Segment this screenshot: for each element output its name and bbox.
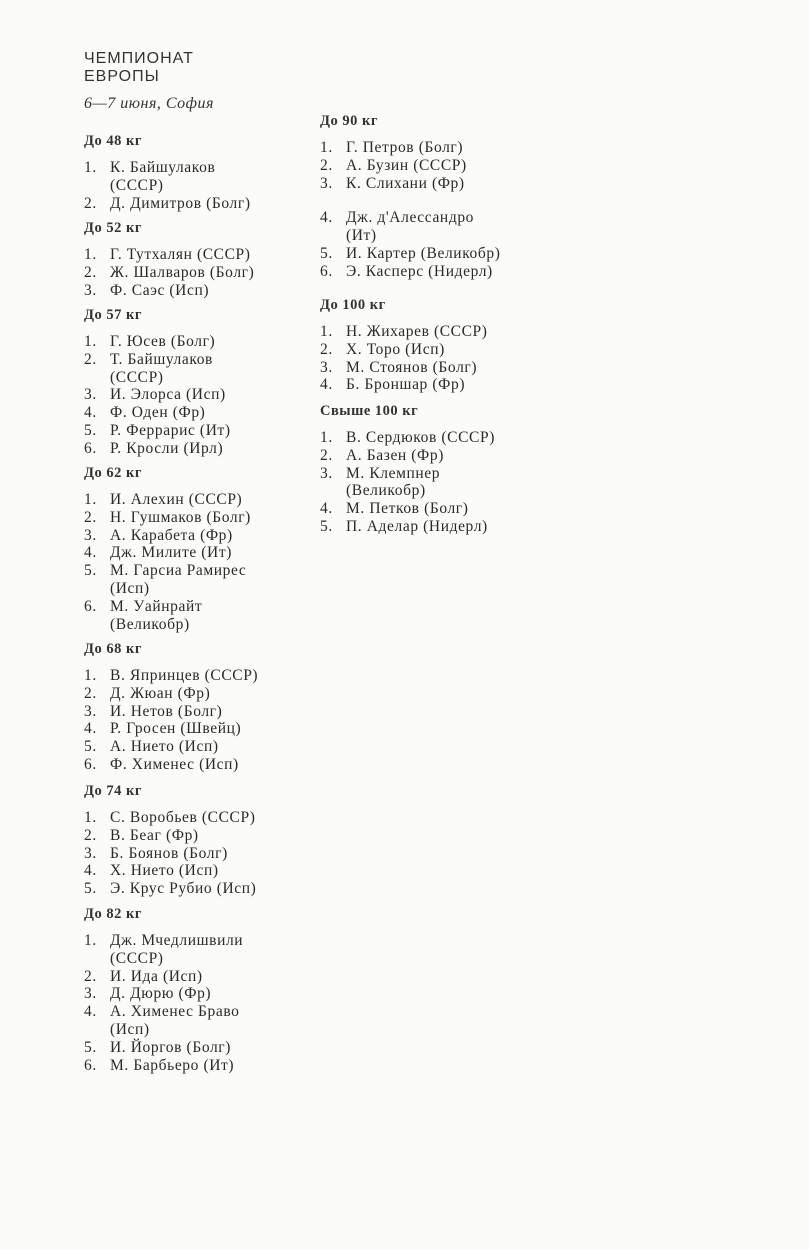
place-number: 5.	[84, 562, 97, 580]
athlete-name	[110, 562, 246, 598]
athlete-name-text: Дж. Милите (Ит)	[110, 544, 232, 562]
weight-category	[320, 402, 495, 536]
athlete-name-text: А. Нието (Исп)	[110, 738, 219, 756]
result-entry	[84, 440, 231, 458]
athlete-name	[110, 809, 255, 827]
result-entry	[320, 323, 488, 341]
result-entry	[320, 376, 488, 394]
result-entry	[84, 845, 256, 863]
event-date-place: 6—7 июня, София	[84, 95, 214, 112]
athlete-name-text: Ф. Хименес (Исп)	[110, 755, 239, 773]
result-entry	[84, 159, 251, 195]
athlete-name-text: М. Барбьеро (Ит)	[110, 1056, 235, 1074]
athlete-name-text: В. Сердюков (СССР)	[346, 429, 495, 446]
result-entry	[320, 447, 495, 465]
result-entry	[320, 175, 500, 193]
place-number: 1.	[320, 323, 333, 340]
place-number: 4.	[320, 209, 333, 227]
place-number: 4.	[84, 404, 97, 422]
weight-category	[320, 112, 500, 281]
result-entry	[84, 282, 254, 300]
athlete-name	[110, 1039, 231, 1057]
result-entry	[320, 139, 500, 157]
place-number: 5.	[84, 421, 97, 439]
place-number: 2.	[320, 156, 333, 174]
athlete-name-text: Э. Крус Рубио (Исп)	[110, 880, 257, 898]
result-entry	[320, 429, 495, 447]
place-number: 4.	[84, 1003, 97, 1021]
weight-category	[84, 132, 251, 212]
athlete-country: (Ит)	[346, 227, 377, 245]
athlete-name	[110, 491, 242, 509]
result-entry	[84, 598, 251, 634]
athlete-name-text: Х. Нието (Исп)	[110, 862, 219, 880]
athlete-name	[110, 351, 213, 387]
result-entry	[84, 703, 258, 721]
weight-category	[84, 905, 243, 1074]
result-entry	[320, 518, 495, 536]
athlete-name	[110, 440, 223, 458]
place-number: 3.	[84, 702, 97, 720]
result-entry	[84, 246, 254, 264]
athlete-name	[110, 968, 203, 986]
athlete-name-text: П. Аделар (Нидерл)	[346, 517, 488, 535]
place-number: 3.	[320, 174, 333, 192]
result-entry	[84, 404, 231, 422]
result-entry	[84, 1057, 243, 1075]
athlete-name-text: Д. Дюрю (Фр)	[110, 985, 212, 1003]
place-number: 3.	[84, 844, 97, 862]
weight-category-label: До 48 кг	[84, 133, 142, 149]
athlete-country: (СССР)	[110, 176, 164, 194]
athlete-name	[110, 845, 228, 863]
athlete-name-text: Дж. Мчедлишвили	[110, 932, 244, 949]
place-number: 5.	[84, 880, 97, 898]
athlete-country: (Исп)	[110, 579, 150, 597]
place-number: 3.	[84, 386, 97, 404]
athlete-name	[110, 422, 231, 440]
athlete-name	[346, 323, 488, 341]
place-number: 2.	[84, 684, 97, 702]
place-number: 1.	[84, 333, 97, 350]
result-entry	[84, 968, 243, 986]
place-number: 4.	[84, 544, 97, 562]
athlete-country: (СССР)	[110, 368, 164, 386]
athlete-name-text: Н. Гушмаков (Болг)	[110, 508, 251, 526]
weight-category-label: До 90 кг	[320, 113, 378, 129]
athlete-name	[346, 263, 493, 281]
weight-category-label: До 82 кг	[84, 906, 142, 922]
result-entry	[84, 985, 243, 1003]
place-number: 4.	[320, 376, 333, 394]
athlete-name-text: Ф. Саэс (Исп)	[110, 281, 210, 299]
place-number: 4.	[84, 862, 97, 880]
result-entry	[320, 341, 488, 359]
place-number: 3.	[84, 985, 97, 1003]
place-number: 3.	[84, 281, 97, 299]
result-entry	[84, 685, 258, 703]
result-entry	[84, 509, 251, 527]
athlete-name	[346, 139, 463, 157]
athlete-country: (Великобр)	[346, 482, 426, 500]
weight-category	[84, 640, 258, 774]
athlete-name	[110, 264, 254, 282]
athlete-name	[110, 509, 251, 527]
result-entry	[320, 245, 500, 263]
athlete-name-text: Б. Броншар (Фр)	[346, 376, 466, 394]
athlete-name-text: И. Картер (Великобр)	[346, 244, 501, 262]
athlete-name-text: М. Клемпнер	[346, 464, 441, 482]
weight-category	[84, 464, 251, 633]
athlete-name-text: К. Байшулаков	[110, 159, 216, 176]
result-entry	[320, 500, 495, 518]
athlete-name-text: Ф. Оден (Фр)	[110, 404, 206, 422]
place-number: 1.	[320, 139, 333, 156]
weight-category-label: До 74 кг	[84, 783, 142, 799]
result-entry	[84, 264, 254, 282]
result-entry	[84, 562, 251, 598]
athlete-name	[110, 720, 241, 738]
athlete-name	[346, 376, 465, 394]
athlete-name	[110, 738, 219, 756]
place-number: 2.	[84, 967, 97, 985]
result-entry	[320, 157, 500, 175]
title-line-2: ЕВРОПЫ	[84, 68, 160, 85]
athlete-name-text: Р. Феррарис (Ит)	[110, 421, 231, 439]
athlete-name	[110, 598, 202, 634]
athlete-name	[110, 527, 233, 545]
result-entry	[84, 720, 258, 738]
athlete-name	[110, 862, 219, 880]
result-entry	[84, 880, 256, 898]
athlete-name-text: В. Япринцев (СССР)	[110, 667, 259, 684]
athlete-name-text: Б. Боянов (Болг)	[110, 844, 228, 862]
athlete-name-text: К. Слихани (Фр)	[346, 174, 465, 192]
athlete-name	[110, 195, 251, 213]
place-number: 2.	[84, 263, 97, 281]
athlete-name-text: И. Ида (Исп)	[110, 967, 203, 985]
athlete-name-text: М. Гарсиа Рамирес	[110, 562, 247, 580]
athlete-name-text: Т. Байшулаков	[110, 350, 213, 368]
result-entry	[84, 1039, 243, 1057]
place-number: 1.	[84, 809, 97, 826]
athlete-name-text: Д. Димитров (Болг)	[110, 194, 251, 212]
place-number: 6.	[84, 597, 97, 615]
athlete-name-text: Г. Тутхалян (СССР)	[110, 246, 251, 263]
athlete-name-text: Н. Жихарев (СССР)	[346, 323, 488, 340]
athlete-name	[110, 1003, 240, 1039]
place-number: 6.	[84, 755, 97, 773]
athlete-name	[346, 447, 444, 465]
place-number: 1.	[84, 159, 97, 176]
place-number: 1.	[320, 429, 333, 446]
weight-category	[84, 219, 254, 299]
place-number: 3.	[320, 358, 333, 376]
place-number: 1.	[84, 667, 97, 684]
athlete-name	[110, 703, 222, 721]
athlete-name	[346, 518, 488, 536]
athlete-name-text: С. Воробьев (СССР)	[110, 809, 256, 826]
place-number: 6.	[320, 262, 333, 280]
weight-category-label: До 68 кг	[84, 641, 142, 657]
result-entry	[84, 862, 256, 880]
athlete-name	[110, 246, 251, 264]
athlete-name-text: Р. Гросен (Швейц)	[110, 720, 242, 738]
weight-category	[320, 296, 488, 394]
athlete-name-text: И. Элорса (Исп)	[110, 386, 226, 404]
athlete-name-text: И. Алехин (СССР)	[110, 491, 243, 508]
place-number: 3.	[320, 464, 333, 482]
athlete-name-text: И. Йоргов (Болг)	[110, 1038, 232, 1056]
athlete-name-text: М. Петков (Болг)	[346, 500, 469, 518]
result-entry	[84, 527, 251, 545]
place-number: 6.	[84, 1056, 97, 1074]
athlete-name-text: Д. Жюан (Фр)	[110, 684, 211, 702]
weight-category-label: До 100 кг	[320, 297, 386, 313]
athlete-name-text: Х. Торо (Исп)	[346, 340, 445, 358]
weight-category-label: До 62 кг	[84, 465, 142, 481]
result-entry	[84, 667, 258, 685]
result-entry	[84, 491, 251, 509]
result-entry	[84, 932, 243, 968]
athlete-name-text: Дж. д'Алессандро	[346, 209, 475, 227]
athlete-name-text: А. Хименес Браво	[110, 1003, 240, 1021]
weight-category	[84, 782, 256, 898]
place-number: 4.	[84, 720, 97, 738]
result-entry	[84, 544, 251, 562]
place-number: 4.	[320, 500, 333, 518]
result-entry	[320, 263, 500, 281]
place-number: 2.	[84, 508, 97, 526]
place-number: 1.	[84, 932, 97, 949]
athlete-name-text: А. Базен (Фр)	[346, 446, 445, 464]
place-number: 2.	[84, 194, 97, 212]
athlete-name	[110, 880, 256, 898]
athlete-name	[110, 333, 215, 351]
athlete-name	[110, 386, 226, 404]
athlete-name-text: В. Беаг (Фр)	[110, 826, 199, 844]
athlete-name-text: М. Стоянов (Болг)	[346, 358, 478, 376]
place-number: 5.	[320, 517, 333, 535]
result-entry	[84, 738, 258, 756]
athlete-name-text: Э. Касперс (Нидерл)	[346, 262, 493, 280]
athlete-name-text: М. Уайнрайт	[110, 597, 203, 615]
weight-category-label: До 57 кг	[84, 307, 142, 323]
result-entry	[84, 1003, 243, 1039]
place-number: 1.	[84, 246, 97, 263]
athlete-name	[110, 667, 258, 685]
athlete-name	[110, 282, 209, 300]
result-entry	[84, 756, 258, 774]
result-entry	[84, 351, 231, 387]
athlete-name	[110, 159, 215, 195]
athlete-name	[110, 985, 211, 1003]
weight-category-label: Свыше 100 кг	[320, 403, 419, 419]
athlete-name	[346, 175, 465, 193]
athlete-name	[110, 1057, 234, 1075]
athlete-name-text: Г. Юсев (Болг)	[110, 333, 216, 350]
weight-category	[84, 306, 231, 458]
place-number: 1.	[84, 491, 97, 508]
weight-category-label: До 52 кг	[84, 220, 142, 236]
place-number: 2.	[84, 350, 97, 368]
result-entry	[84, 386, 231, 404]
athlete-name	[346, 157, 467, 175]
result-entry	[84, 333, 231, 351]
athlete-country: (Исп)	[110, 1020, 150, 1038]
athlete-name-text: А. Карабета (Фр)	[110, 526, 233, 544]
athlete-name	[346, 341, 445, 359]
result-entry	[84, 827, 256, 845]
place-number: 5.	[84, 1038, 97, 1056]
athlete-name	[110, 404, 205, 422]
athlete-name-text: Г. Петров (Болг)	[346, 139, 464, 156]
athlete-name	[110, 544, 232, 562]
place-number: 2.	[84, 826, 97, 844]
athlete-name	[110, 685, 210, 703]
athlete-country: (Великобр)	[110, 615, 190, 633]
athlete-name	[110, 827, 199, 845]
athlete-name	[346, 465, 440, 501]
place-number: 2.	[320, 446, 333, 464]
result-entry	[320, 359, 488, 377]
title-line-1: ЧЕМПИОНАТ	[84, 50, 194, 67]
athlete-name-text: Ж. Шалваров (Болг)	[110, 263, 255, 281]
athlete-name	[110, 756, 239, 774]
athlete-name	[346, 429, 495, 447]
athlete-name-text: Р. Кросли (Ирл)	[110, 439, 224, 457]
athlete-name-text: И. Нетов (Болг)	[110, 702, 223, 720]
athlete-name	[346, 245, 500, 263]
place-number: 6.	[84, 439, 97, 457]
result-entry	[320, 209, 500, 245]
result-entry	[84, 422, 231, 440]
athlete-country: (СССР)	[110, 949, 164, 967]
athlete-name	[110, 932, 243, 968]
place-number: 2.	[320, 340, 333, 358]
athlete-name	[346, 209, 474, 245]
place-number: 3.	[84, 526, 97, 544]
athlete-name-text: А. Бузин (СССР)	[346, 156, 467, 174]
page-title	[84, 50, 194, 86]
result-entry	[320, 465, 495, 501]
athlete-name	[346, 359, 477, 377]
athlete-name	[346, 500, 469, 518]
place-number: 5.	[320, 244, 333, 262]
result-entry	[84, 195, 251, 213]
place-number: 5.	[84, 738, 97, 756]
result-entry	[84, 809, 256, 827]
